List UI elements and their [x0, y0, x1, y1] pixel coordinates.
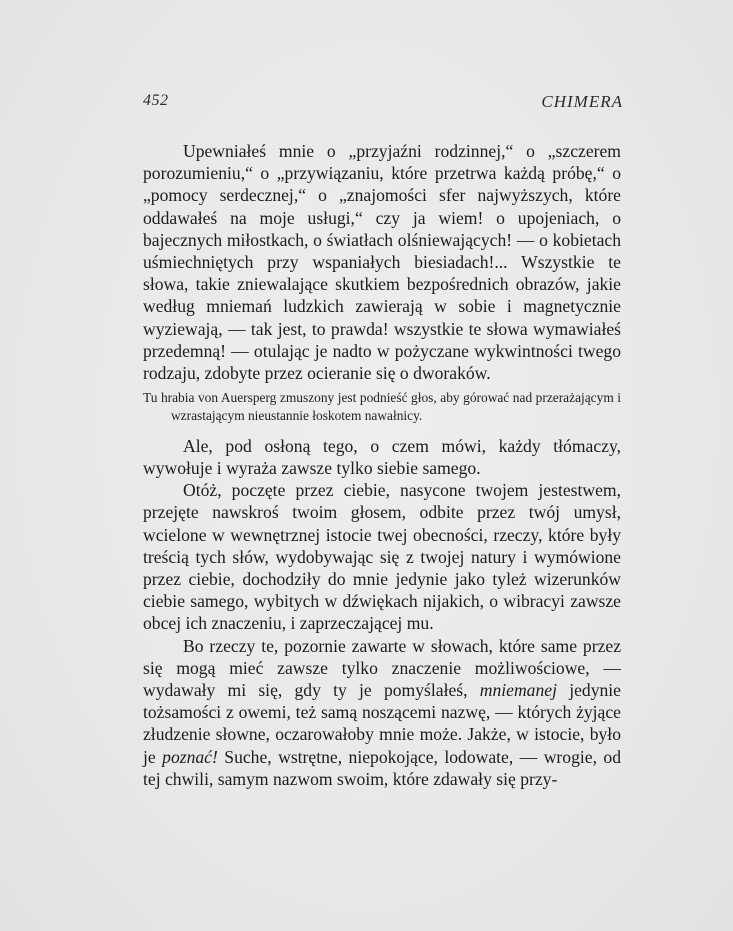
- running-title: CHIMERA: [541, 92, 623, 111]
- stage-direction: Tu hrabia von Auersperg zmuszony jest podnieść głos, aby górować nad przerażającym i wzrastającym nieustannie łoskotem nawałnicy.: [143, 390, 621, 424]
- paragraph-4-text-3: Suche, wstrętne, niepokojące, lodowate, — wrogie, od tej chwili, samym nazwom swoim, które zdawały się przy-: [143, 746, 621, 789]
- paragraph-4-text-2: jedynie tożsamości z owemi, też samą noszącemi nazwę, — których żyjące złudzenie słowne, oczarowałoby mnie może. Jakże, w istocie, było je: [143, 680, 621, 767]
- paragraph-4: [143, 635, 621, 790]
- paragraph-2: Ale, pod osłoną tego, o czem mówi, każdy tłómaczy, wywołuje i wyraża zawsze tylko siebie samego.: [143, 435, 621, 479]
- emphasis-poznac: poznać!: [162, 746, 218, 767]
- paragraph-3: Otóż, poczęte przez ciebie, nasycone twojem jestestwem, przejęte nawskroś twoim głosem, odbite przez twój umysł, wcielone w wewnętrznej istocie twej obecności, rzeczy, które były treścią tych słów, wydobywając się z twojej natury i wymówione przez ciebie, dochodziły do mnie jedynie jako tyleż wizerunków ciebie samego, wybitych w dźwiękach nijakich, o wibracyi zawsze obcej ich znaczeniu, i zaprzeczającej mu.: [143, 480, 621, 634]
- body-text: [143, 140, 621, 790]
- running-head: [143, 92, 621, 118]
- paragraph-1: Upewniałeś mnie o „przyjaźni rodzinnej,“ o „szczerem porozumieniu,“ o „przywiązaniu, które przetrwa każdą próbę,“ o „pomocy serdecznej,“ o „znajomości sfer najwyższych, które oddawałeś na moje usługi,“ czy ja wiem! o upojeniach, o bajecznych miłostkach, o światłach olśniewających! — o kobietach uśmiechniętych przy wspaniałych biesiadach!... Wszystkie te słowa, takie zniewalające skutkiem bezpośrednich obrazów, jakie według mniemań ludzkich zawierają w sobie i magnetycznie wyziewają, — tak jest, to prawda! wszystkie te słowa wymawiałeś przedemną! — otulając je nadto w pożyczane wykwintności twego rodzaju, zdobyte przez ocieranie się o dworaków.: [143, 141, 621, 384]
- emphasis-mniemanej: mniemanej: [479, 680, 557, 701]
- page-number: 452: [143, 92, 169, 109]
- paragraph-4-text-1: Bo rzeczy te, pozornie zawarte w słowach, które same przez się mogą mieć zawsze tylko znaczenie możliwościowe, — wydawały mi się, gdy ty je pomyślałeś,: [143, 635, 621, 701]
- book-page: [143, 92, 621, 790]
